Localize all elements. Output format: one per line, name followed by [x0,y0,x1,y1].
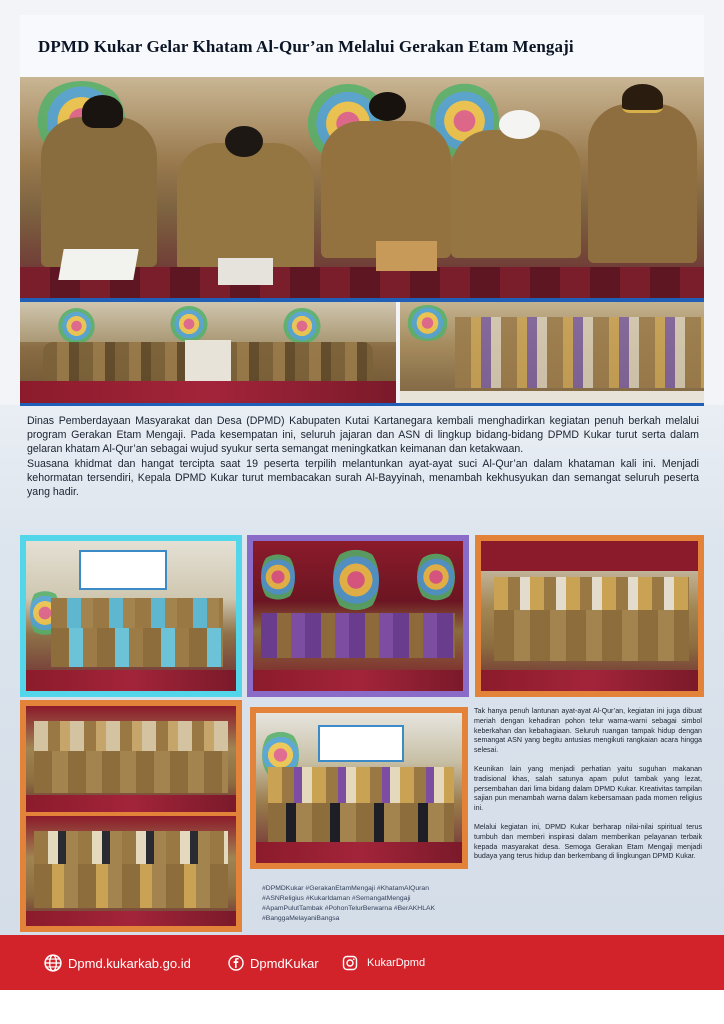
instagram-text: KukarDpmd [367,957,426,969]
carpet [26,670,236,691]
facebook-link[interactable] [228,954,319,972]
carpet [26,795,236,812]
group-photo-3 [481,541,698,691]
hashtags: #DPMDKukar #GerakanEtamMengaji #KhatamAlQuran #ASNReligius #KukarIdaman #SemangatMengaji #ApamPulutTambak #PohonTelurBerwarna #BerAKHLAK #BanggaMelayaniBangsa [262,885,436,922]
globe-icon [44,954,62,972]
open-book [58,249,139,280]
carpet [481,670,698,691]
article-paragraph: Suasana khidmat dan hangat tercipta saat 19 peserta terpilih melantunkan ayat-ayat suci Al-Qur’an dalam khataman kali ini. Menjadi kehormatan tersendiri, Kepala DPMD Kukar turut membacakan surah Al-Bayyinah, menambah kekhusyukan dan semangat seluruh peserta yang hadir. [27,457,699,499]
side-article [474,707,702,871]
instagram-icon [342,955,358,971]
egg-tree-decoration [333,544,379,616]
person-cap [622,84,663,114]
carpet [256,842,462,863]
audience-photo-right [400,302,704,403]
person-praying [177,143,314,271]
group-photo-6 [256,713,462,863]
seated-row [51,628,223,667]
person-reading [41,117,157,267]
standing-row [494,577,689,610]
standing-row [268,767,453,803]
website-link[interactable] [44,954,191,972]
photo-women-audience-image [400,302,704,403]
photo-frame [20,535,242,697]
person-white-cap [499,110,540,139]
group-photo-4 [26,706,236,812]
article-paragraph: Dinas Pemberdayaan Masyarakat dan Desa (DPMD) Kabupaten Kutai Kartanegara kembali menghadirkan kegiatan penuh berkah melalui program Gerakan Etam Mengaji. Pada kesempatan ini, seluruh jajaran dan ASN di lingkup bidang-bidang DPMD Kukar turut serta dalam gelaran khatam Al-Qur’an sebagai wujud syukur serta semangat meningkatkan keimanan dan ketakwaan. [27,415,699,456]
facebook-icon [228,955,244,971]
seated-row [34,864,227,908]
side-paragraph: Keunikan lain yang menjadi perhatian yaitu suguhan makanan tradisional khas, salah satunya apam pulut tambak yang lezat, persembahan dari lima bidang dalam DPMD Kukar. Kreativitas tampilan sajian pun menambah warna dalam kebersamaan pada momen religius ini. [474,764,702,813]
carpet [253,670,463,691]
hijab-audience [455,317,704,388]
side-paragraph: Melalui kegiatan ini, DPMD Kukar berharap nilai-nilai spiritual terus tumbuh dan memberi inspirasi dalam memberikan pelayanan terbaik kepada masyarakat desa. Semoga Gerakan Etam Mengaji menjadi budaya yang terus hidup dan berkembang di lingkungan DPMD Kukar. [474,822,702,861]
photo-reading-quran-image [20,77,704,298]
egg-tree-decoration [261,550,295,604]
person-cap [225,126,263,157]
person-cap [82,95,123,128]
standing-row [34,721,227,751]
person-speaking [321,121,451,258]
person-cap [369,92,407,121]
table-cloth [400,391,704,403]
main-photo [20,77,704,298]
hall-photo-left [20,302,396,403]
red-curtain [481,541,698,571]
group-photo-5 [26,816,236,926]
photo-frame [250,707,468,869]
egg-tree-decoration [283,308,321,344]
instagram-link[interactable] [342,954,425,972]
carpet [20,381,396,403]
banner [79,550,167,590]
open-book [218,258,273,285]
photo-frame [475,535,704,697]
website-text: Dpmd.kukarkab.go.id [68,955,191,971]
egg-tree-decoration [406,305,449,341]
accent-line [20,403,704,406]
group-photo-1 [26,541,236,691]
egg-tree-decoration [170,306,208,342]
photo-frame [20,700,242,932]
person-reading [451,130,581,258]
standing-row [51,598,223,628]
group-photo-2 [253,541,463,691]
bottom-margin [0,990,724,1024]
book-stand [376,241,438,272]
seated-women [261,613,454,658]
footer [0,935,724,990]
seated-row [494,610,689,661]
standing-row [34,831,227,864]
egg-tree-decoration [417,550,455,604]
title-bar [20,15,704,78]
carpet [26,911,236,926]
banner [318,725,404,762]
side-paragraph: Tak hanya penuh lantunan ayat-ayat Al-Qur’an, kegiatan ini juga dibuat meriah dengan kehadiran pohon telur warna-warni sebagai simbol keberkahan dan kebahagiaan. Seluruh ruangan tampak hidup dengan semangat ASN yang begitu antusias mengikuti rangkaian acara hingga selesai. [474,707,702,755]
person-reading [588,104,697,263]
article-body [27,414,699,499]
photo-hall-wide-image [20,302,396,403]
seated-row [34,751,227,793]
page-title: DPMD Kukar Gelar Khatam Al-Qur’an Melalui Gerakan Etam Mengaji [38,37,574,56]
photo-frame [247,535,469,697]
seated-row [268,803,453,842]
facebook-text: DpmdKukar [250,955,319,971]
